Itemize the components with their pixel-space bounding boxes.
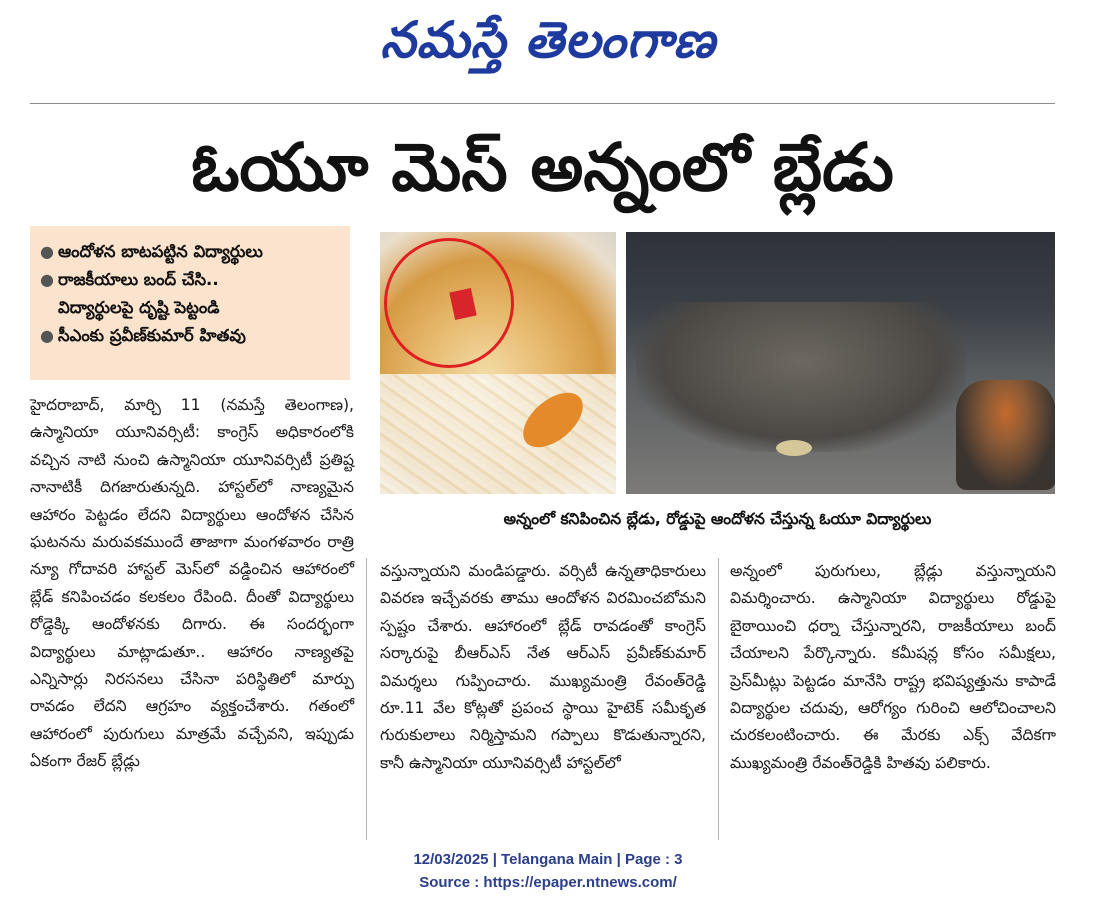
bullet-icon: ●: [40, 326, 54, 345]
highlights-box: [30, 226, 350, 380]
article-column-2: [380, 558, 706, 777]
highlight-item: [40, 266, 342, 322]
highlight-text-continued: విద్యార్థులపై దృష్టి పెట్టండి: [58, 298, 220, 317]
protest-photo: [626, 232, 1055, 494]
photo-caption: అన్నంలో కనిపించిన బ్లేడు, రోడ్డుపై ఆందోళన చేస్తున్న ఓయూ విద్యార్థులు: [503, 510, 932, 528]
highlight-text: సీఎంకు ప్రవీణ్‌కుమార్ హితవు: [58, 326, 246, 345]
headline: ఓయూ మెస్ అన్నంలో బ్లేడు: [191, 129, 894, 206]
highlight-item: [40, 238, 342, 266]
food-photo: [380, 232, 616, 494]
bullet-icon: ●: [40, 242, 54, 261]
masthead-divider: [30, 103, 1055, 104]
plate-shape: [776, 440, 812, 456]
crowd-shape: [636, 302, 966, 452]
article-text: వస్తున్నాయని మండిపడ్డారు. వర్సిటీ ఉన్నతాధికారులు వివరణ ఇచ్చేవరకు తాము ఆందోళన విరమించబోమని స్పష్టం చేశారు. ఆహారంలో బ్లేడ్ రావడంతో కాంగ్రెస్ సర్కారుపై బీఆర్‌ఎస్ నేత ఆర్‌ఎస్ ప్రవీణ్‌కుమార్ విమర్శలు గుప్పించారు. ముఖ్యమంత్రి రేవంత్‌రెడ్డి రూ.11 వేల కోట్లతో ప్రపంచ స్థాయి హైటెక్ సమీకృత గురుకులాలు నిర్మిస్తామని గప్పాలు కొడుతున్నారని, కానీ ఉస్మానియా యూనివర్సిటీ హాస్టల్‌లో: [380, 562, 706, 772]
highlight-text: ఆందోళన బాటపట్టిన విద్యార్థులు: [58, 242, 263, 261]
footer-source: Source : https://epaper.ntnews.com/: [419, 874, 677, 891]
red-circle-marker: [384, 238, 514, 368]
article-column-3: [730, 558, 1056, 777]
article-text: అన్నంలో పురుగులు, బ్లేడ్లు వస్తున్నాయని విమర్శించారు. ఉస్మానియా విద్యార్థులు రోడ్డుపై బైఠాయించి ధర్నా చేస్తున్నారని, రాజకీయాలు బంద్ చేయాలని పేర్కొన్నారు. కమీషన్ల కోసం సమీక్షలు, ప్రెస్‌మీట్లు పెట్టడం మానేసి రాష్ట్ర భవిష్యత్తును కాపాడే విద్యార్థుల చదువు, ఆరోగ్యం గురించి ఆలోచించాలని చురకలంటించారు. ఈ మేరకు ఎక్స్ వేదికగా ముఖ్యమంత్రి రేవంత్‌రెడ్డికి హితవు పలికారు.: [730, 562, 1056, 772]
page-footer: [0, 848, 1096, 894]
bullet-icon: ●: [40, 270, 54, 289]
masthead-title: నమస్తే తెలంగాణ: [380, 11, 716, 69]
cooking-pot-shape: [956, 380, 1055, 490]
article-text: హైదరాబాద్, మార్చి 11 (నమస్తే తెలంగాణ), ఉస్మానియా యూనివర్సిటీ: కాంగ్రెస్ అధికారంలోకి వచ్చిన నాటి నుంచి ఉస్మానియా యూనివర్సిటీ ప్రతిష్ట నానాటికీ దిగజారుతున్నది. హాస్టల్‌లో నాణ్యమైన ఆహారం పెట్టడం లేదని విద్యార్థులు ఆందోళన చేసిన ఘటనను మరువకముందే తాజాగా మంగళవారం రాత్రి న్యూ గోదావరి హాస్టల్ మెస్‌లో వడ్డించిన ఆహారంలో బ్లేడ్ కనిపించడం కలకలం రేపింది. దీంతో విద్యార్థులు రోడ్డెక్కి ఆందోళనకు దిగారు. ఈ సందర్భంగా విద్యార్థులు మాట్లాడుతూ.. ఆహారం నాణ్యతపై ఎన్నిసార్లు నిరసనలు చేసినా పరిస్థితిలో మార్పు రావడం లేదని ఆగ్రహం వ్యక్తంచేశారు. గతంలో ఆహారంలో పురుగులు మాత్రమే వచ్చేవని, ఇప్పుడు ఏకంగా రేజర్ బ్లేడ్లు: [30, 396, 354, 771]
rice-texture: [380, 374, 616, 494]
column-divider: [718, 558, 719, 840]
highlight-text: రాజకీయాలు బంద్ చేసి..: [58, 270, 219, 289]
article-column-1: [30, 392, 354, 776]
highlight-item: [40, 322, 342, 350]
column-divider: [366, 558, 367, 840]
footer-date-page: 12/03/2025 | Telangana Main | Page : 3: [413, 851, 683, 868]
